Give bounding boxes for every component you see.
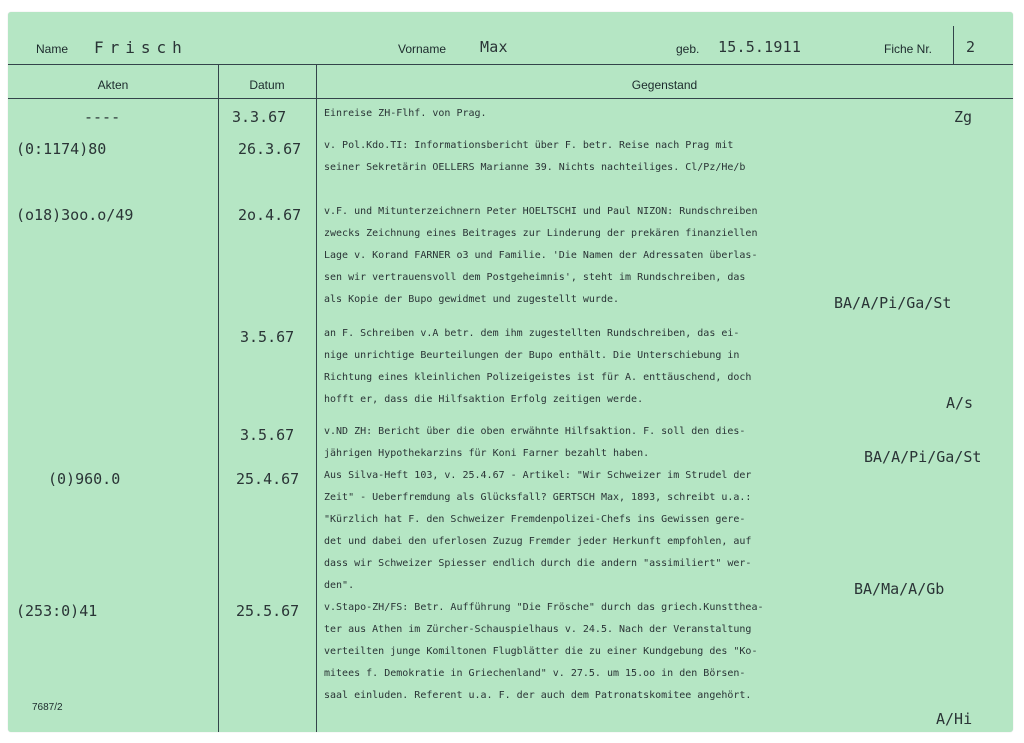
entry-signature: BA/Ma/A/Gb (854, 580, 945, 598)
entry-signature: A/Hi (936, 710, 973, 728)
vorname-label: Vorname (398, 42, 447, 56)
entry-datum: 25.5.67 (236, 602, 300, 620)
entry-signature: BA/A/Pi/Ga/St (834, 294, 952, 312)
entry-line: als Kopie der Bupo gewidmet und zugestellt wurde. (324, 294, 620, 305)
entry-signature: Zg (954, 108, 973, 126)
col-divider-datum (316, 64, 317, 732)
index-card (8, 12, 1013, 732)
entry-line: hofft er, dass die Hilfsaktion Erfolg zeitigen werde. (324, 394, 644, 405)
entry-line: den". (324, 580, 355, 591)
header-rule-bottom (8, 98, 1013, 99)
entry-line: Einreise ZH-Flhf. von Prag. (324, 108, 487, 119)
entry-line: saal einluden. Referent u.a. F. der auch dem Patronatskomitee angehört. (324, 690, 752, 701)
geb-label: geb. (676, 42, 700, 56)
entry-line: ter aus Athen im Zürcher-Schauspielhaus v. 24.5. Nach der Veranstaltung (324, 624, 752, 635)
col-divider-akten (218, 64, 219, 732)
entry-line: mitees f. Demokratie in Griechenland" v. 27.5. um 15.oo in den Börsen- (324, 668, 746, 679)
column-head-gegenstand: Gegenstand (631, 78, 698, 92)
entry-line: sen wir vertrauensvoll dem Postgeheimnis', steht im Rundschreiben, das (324, 272, 746, 283)
entry-line: zwecks Zeichnung eines Beitrages zur Linderung der prekären finanziellen (324, 228, 758, 239)
fiche-divider (953, 26, 954, 64)
fiche-label: Fiche Nr. (884, 42, 933, 56)
entry-line: nige unrichtige Beurteilungen der Bupo enthält. Die Unterschiebung in (324, 350, 740, 361)
form-number: 7687/2 (32, 702, 63, 713)
entry-akte: (0)960.0 (48, 470, 121, 488)
name-value: Frisch (94, 38, 188, 57)
entry-line: Richtung eines kleinlichen Polizeigeistes ist für A. enttäuschend, doch (324, 372, 752, 383)
entry-datum: 3.5.67 (240, 328, 295, 346)
entry-line: an F. Schreiben v.A betr. dem ihm zugestellten Rundschreiben, das ei- (324, 328, 740, 339)
entry-line: det und dabei den uferlosen Zuzug Fremder jeder Herkunft empfohlen, auf (324, 536, 752, 547)
entry-akte: (o18)3oo.o/49 (16, 206, 134, 224)
entry-line: jährigen Hypothekarzins für Koni Farner bezahlt haben. (324, 448, 650, 459)
name-label: Name (36, 42, 69, 56)
entry-signature: A/s (946, 394, 974, 412)
entry-line: Zeit" - Ueberfremdung als Glücksfall? GERTSCH Max, 1893, schreibt u.a.: (324, 492, 752, 503)
entry-datum: 3.5.67 (240, 426, 295, 444)
entry-line: dass wir Schweizer Spiesser endlich durch die andern "assimiliert" wer- (324, 558, 752, 569)
entry-line: v. Pol.Kdo.TI: Informationsbericht über F. betr. Reise nach Prag mit (324, 140, 734, 151)
entry-datum: 3.3.67 (232, 108, 287, 126)
header-rule-top (8, 64, 1013, 65)
column-head-akten: Akten (97, 78, 129, 92)
entry-line: v.ND ZH: Bericht über die oben erwähnte Hilfsaktion. F. soll den dies- (324, 426, 746, 437)
geb-value: 15.5.1911 (718, 38, 802, 56)
entry-line: seiner Sekretärin OELLERS Marianne 39. Nichts nachteiliges. Cl/Pz/He/b (324, 162, 746, 173)
entry-line: v.Stapo-ZH/FS: Betr. Aufführung "Die Frösche" durch das griech.Kunstthea- (324, 602, 764, 613)
entry-line: Aus Silva-Heft 103, v. 25.4.67 - Artikel: "Wir Schweizer im Strudel der (324, 470, 752, 481)
entry-line: v.F. und Mitunterzeichnern Peter HOELTSCHI und Paul NIZON: Rundschreiben (324, 206, 758, 217)
entry-signature: BA/A/Pi/Ga/St (864, 448, 982, 466)
entry-akte: (0:1174)80 (16, 140, 107, 158)
fiche-value: 2 (966, 38, 976, 56)
entry-akte: ---- (84, 108, 121, 126)
column-head-datum: Datum (249, 78, 285, 92)
entry-datum: 26.3.67 (238, 140, 302, 158)
entry-akte: (253:0)41 (16, 602, 98, 620)
entry-line: Lage v. Korand FARNER o3 und Familie. 'Die Namen der Adressaten überlas- (324, 250, 758, 261)
entry-line: "Kürzlich hat F. den Schweizer Fremdenpolizei-Chefs ins Gewissen gere- (324, 514, 746, 525)
entry-datum: 25.4.67 (236, 470, 300, 488)
entry-line: verteilten junge Komiltonen Flugblätter die zu einer Kundgebung des "Ko- (324, 646, 758, 657)
entry-datum: 2o.4.67 (238, 206, 302, 224)
vorname-value: Max (480, 38, 508, 56)
